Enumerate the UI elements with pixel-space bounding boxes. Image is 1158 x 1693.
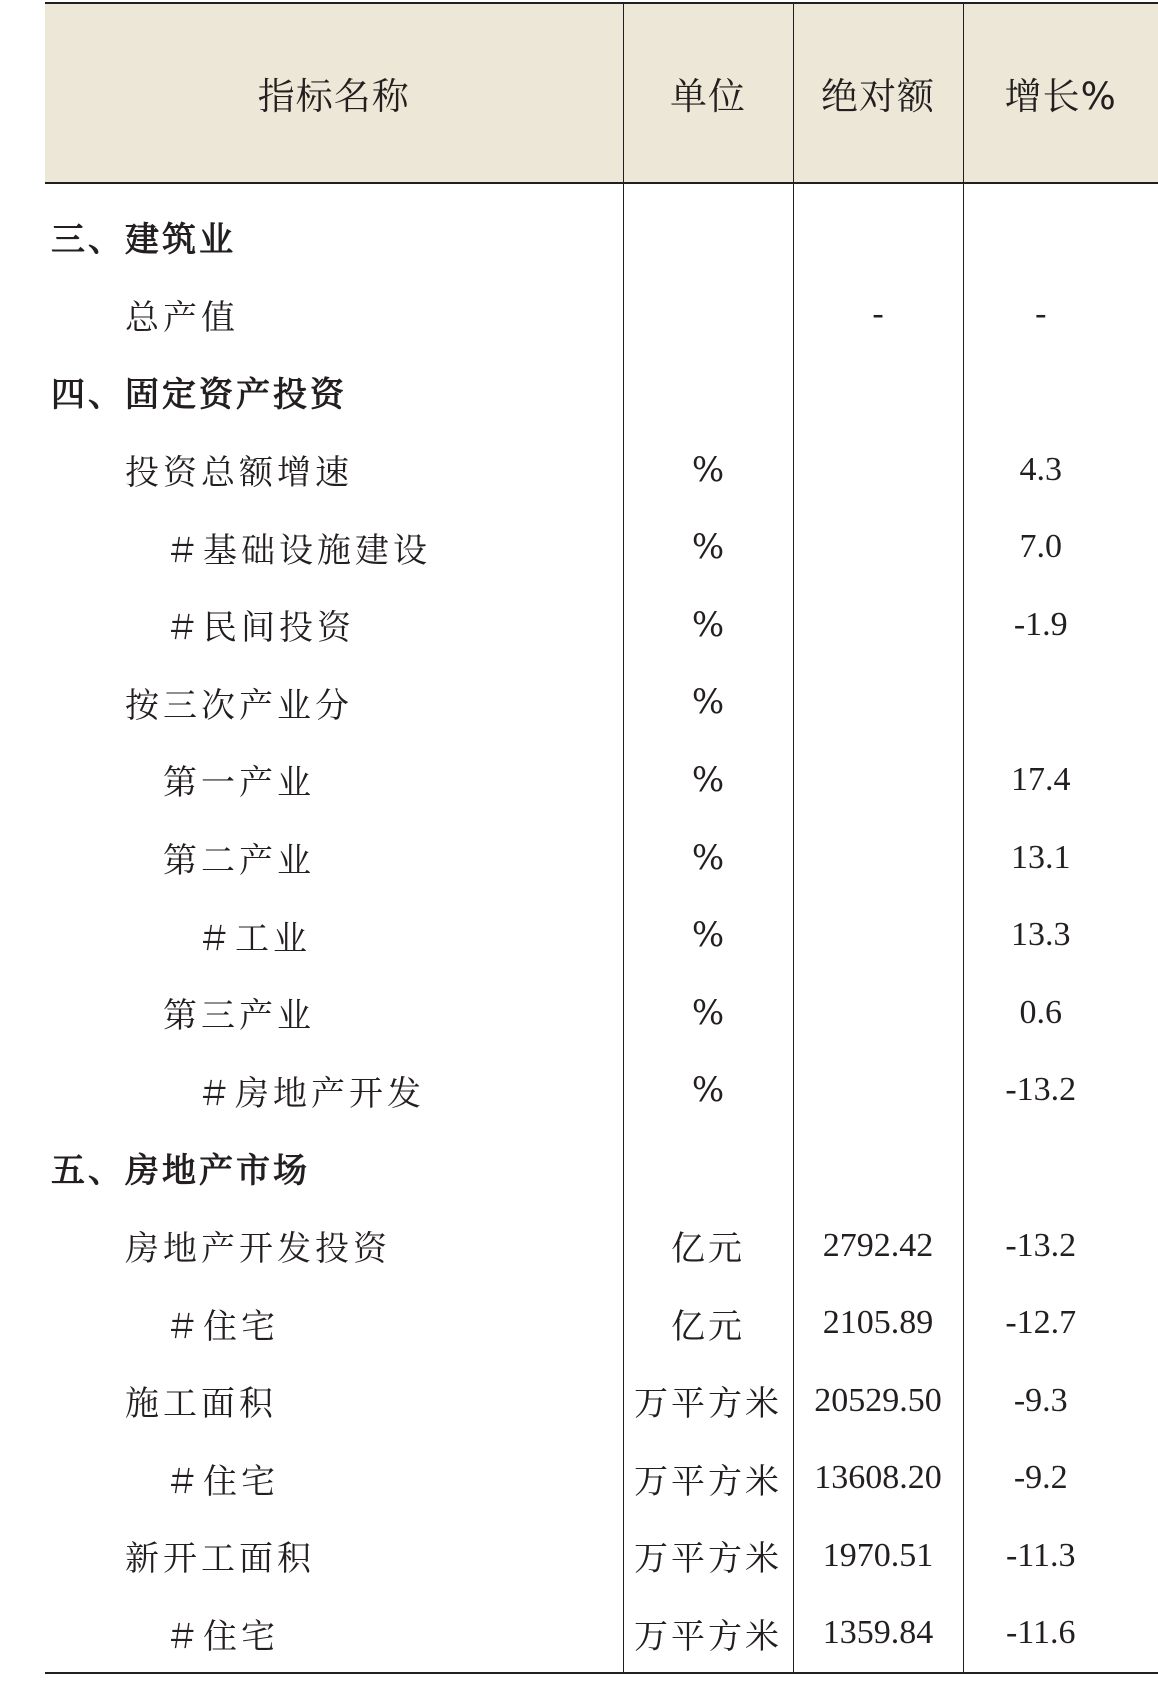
row-unit: % [623,508,793,586]
table-row [45,1362,1158,1440]
row-growth: -9.3 [963,1362,1158,1440]
row-name: ＃住宅 [165,1461,279,1502]
row-growth: - [963,276,1158,354]
header-row [45,3,1158,183]
row-absolute: 1970.51 [793,1517,963,1595]
table-row [45,276,1158,354]
row-growth: 0.6 [963,974,1158,1052]
statistics-table [45,2,1158,1674]
row-name: ＃基础设施建设 [165,530,431,571]
row-name: 三、建筑业 [51,220,236,261]
row-absolute [793,974,963,1052]
header-growth-percent: 增长% [963,3,1158,183]
row-name: 房地产开发投资 [125,1229,391,1270]
section-row [45,353,1158,431]
row-name: ＃民间投资 [165,608,355,649]
table-row [45,1517,1158,1595]
row-unit: % [623,1052,793,1130]
row-name: 五、房地产市场 [51,1151,310,1192]
row-unit: 万平方米 [623,1440,793,1518]
section-row [45,183,1158,276]
row-absolute: 1359.84 [793,1595,963,1674]
table-row [45,431,1158,509]
row-growth: 13.1 [963,819,1158,897]
row-absolute [793,508,963,586]
row-absolute: 2792.42 [793,1207,963,1285]
table-row [45,1440,1158,1518]
table-row [45,1284,1158,1362]
row-name: ＃住宅 [165,1306,279,1347]
table-header [45,3,1158,183]
row-growth: -13.2 [963,1207,1158,1285]
table-row [45,896,1158,974]
row-name: 新开工面积 [125,1539,315,1580]
row-unit: 亿元 [623,1207,793,1285]
row-name: 按三次产业分 [125,685,353,726]
row-growth [963,664,1158,742]
row-absolute: 13608.20 [793,1440,963,1518]
row-name: 投资总额增速 [125,453,353,494]
row-absolute [793,183,963,276]
row-unit [623,1129,793,1207]
row-name: 第三产业 [163,996,315,1037]
row-growth: 13.3 [963,896,1158,974]
row-absolute [793,431,963,509]
row-absolute: - [793,276,963,354]
row-unit [623,353,793,431]
row-unit: 万平方米 [623,1362,793,1440]
row-growth: -13.2 [963,1052,1158,1130]
row-absolute [793,586,963,664]
table-row [45,819,1158,897]
row-growth: -1.9 [963,586,1158,664]
row-name: 施工面积 [125,1384,277,1425]
row-absolute [793,664,963,742]
row-absolute [793,896,963,974]
row-unit: % [623,431,793,509]
row-unit [623,183,793,276]
row-growth: 7.0 [963,508,1158,586]
row-growth: -11.6 [963,1595,1158,1674]
row-absolute [793,1052,963,1130]
row-unit: 万平方米 [623,1517,793,1595]
row-growth: -12.7 [963,1284,1158,1362]
row-name: ＃房地产开发 [197,1073,425,1114]
row-absolute [793,353,963,431]
row-absolute [793,741,963,819]
table-row [45,1052,1158,1130]
row-name: 四、固定资产投资 [51,375,347,416]
table-body [45,183,1158,1673]
row-absolute [793,819,963,897]
row-unit: % [623,664,793,742]
row-unit: 万平方米 [623,1595,793,1674]
row-name: ＃住宅 [45,1595,623,1674]
header-absolute-value: 绝对额 [793,3,963,183]
row-growth: -11.3 [963,1517,1158,1595]
row-name: 第二产业 [163,841,315,882]
table-row [45,1207,1158,1285]
row-growth [963,183,1158,276]
row-unit: 亿元 [623,1284,793,1362]
table-row [45,664,1158,742]
table-row [45,974,1158,1052]
header-unit: 单位 [623,3,793,183]
row-name: ＃工业 [197,918,311,959]
row-name: 总产值 [125,297,239,338]
row-unit: % [623,974,793,1052]
row-growth [963,1129,1158,1207]
row-unit: % [623,896,793,974]
row-growth: -9.2 [963,1440,1158,1518]
row-unit [623,276,793,354]
section-row [45,1129,1158,1207]
row-growth: 17.4 [963,741,1158,819]
row-unit: % [623,819,793,897]
table-row [45,508,1158,586]
row-growth [963,353,1158,431]
row-unit: % [623,741,793,819]
row-absolute: 20529.50 [793,1362,963,1440]
table-row [45,586,1158,664]
row-unit: % [623,586,793,664]
row-absolute [793,1129,963,1207]
row-growth: 4.3 [963,431,1158,509]
row-name: 第一产业 [163,763,315,804]
table-row [45,1595,1158,1674]
row-absolute: 2105.89 [793,1284,963,1362]
table-row [45,741,1158,819]
header-indicator-name: 指标名称 [45,3,623,183]
